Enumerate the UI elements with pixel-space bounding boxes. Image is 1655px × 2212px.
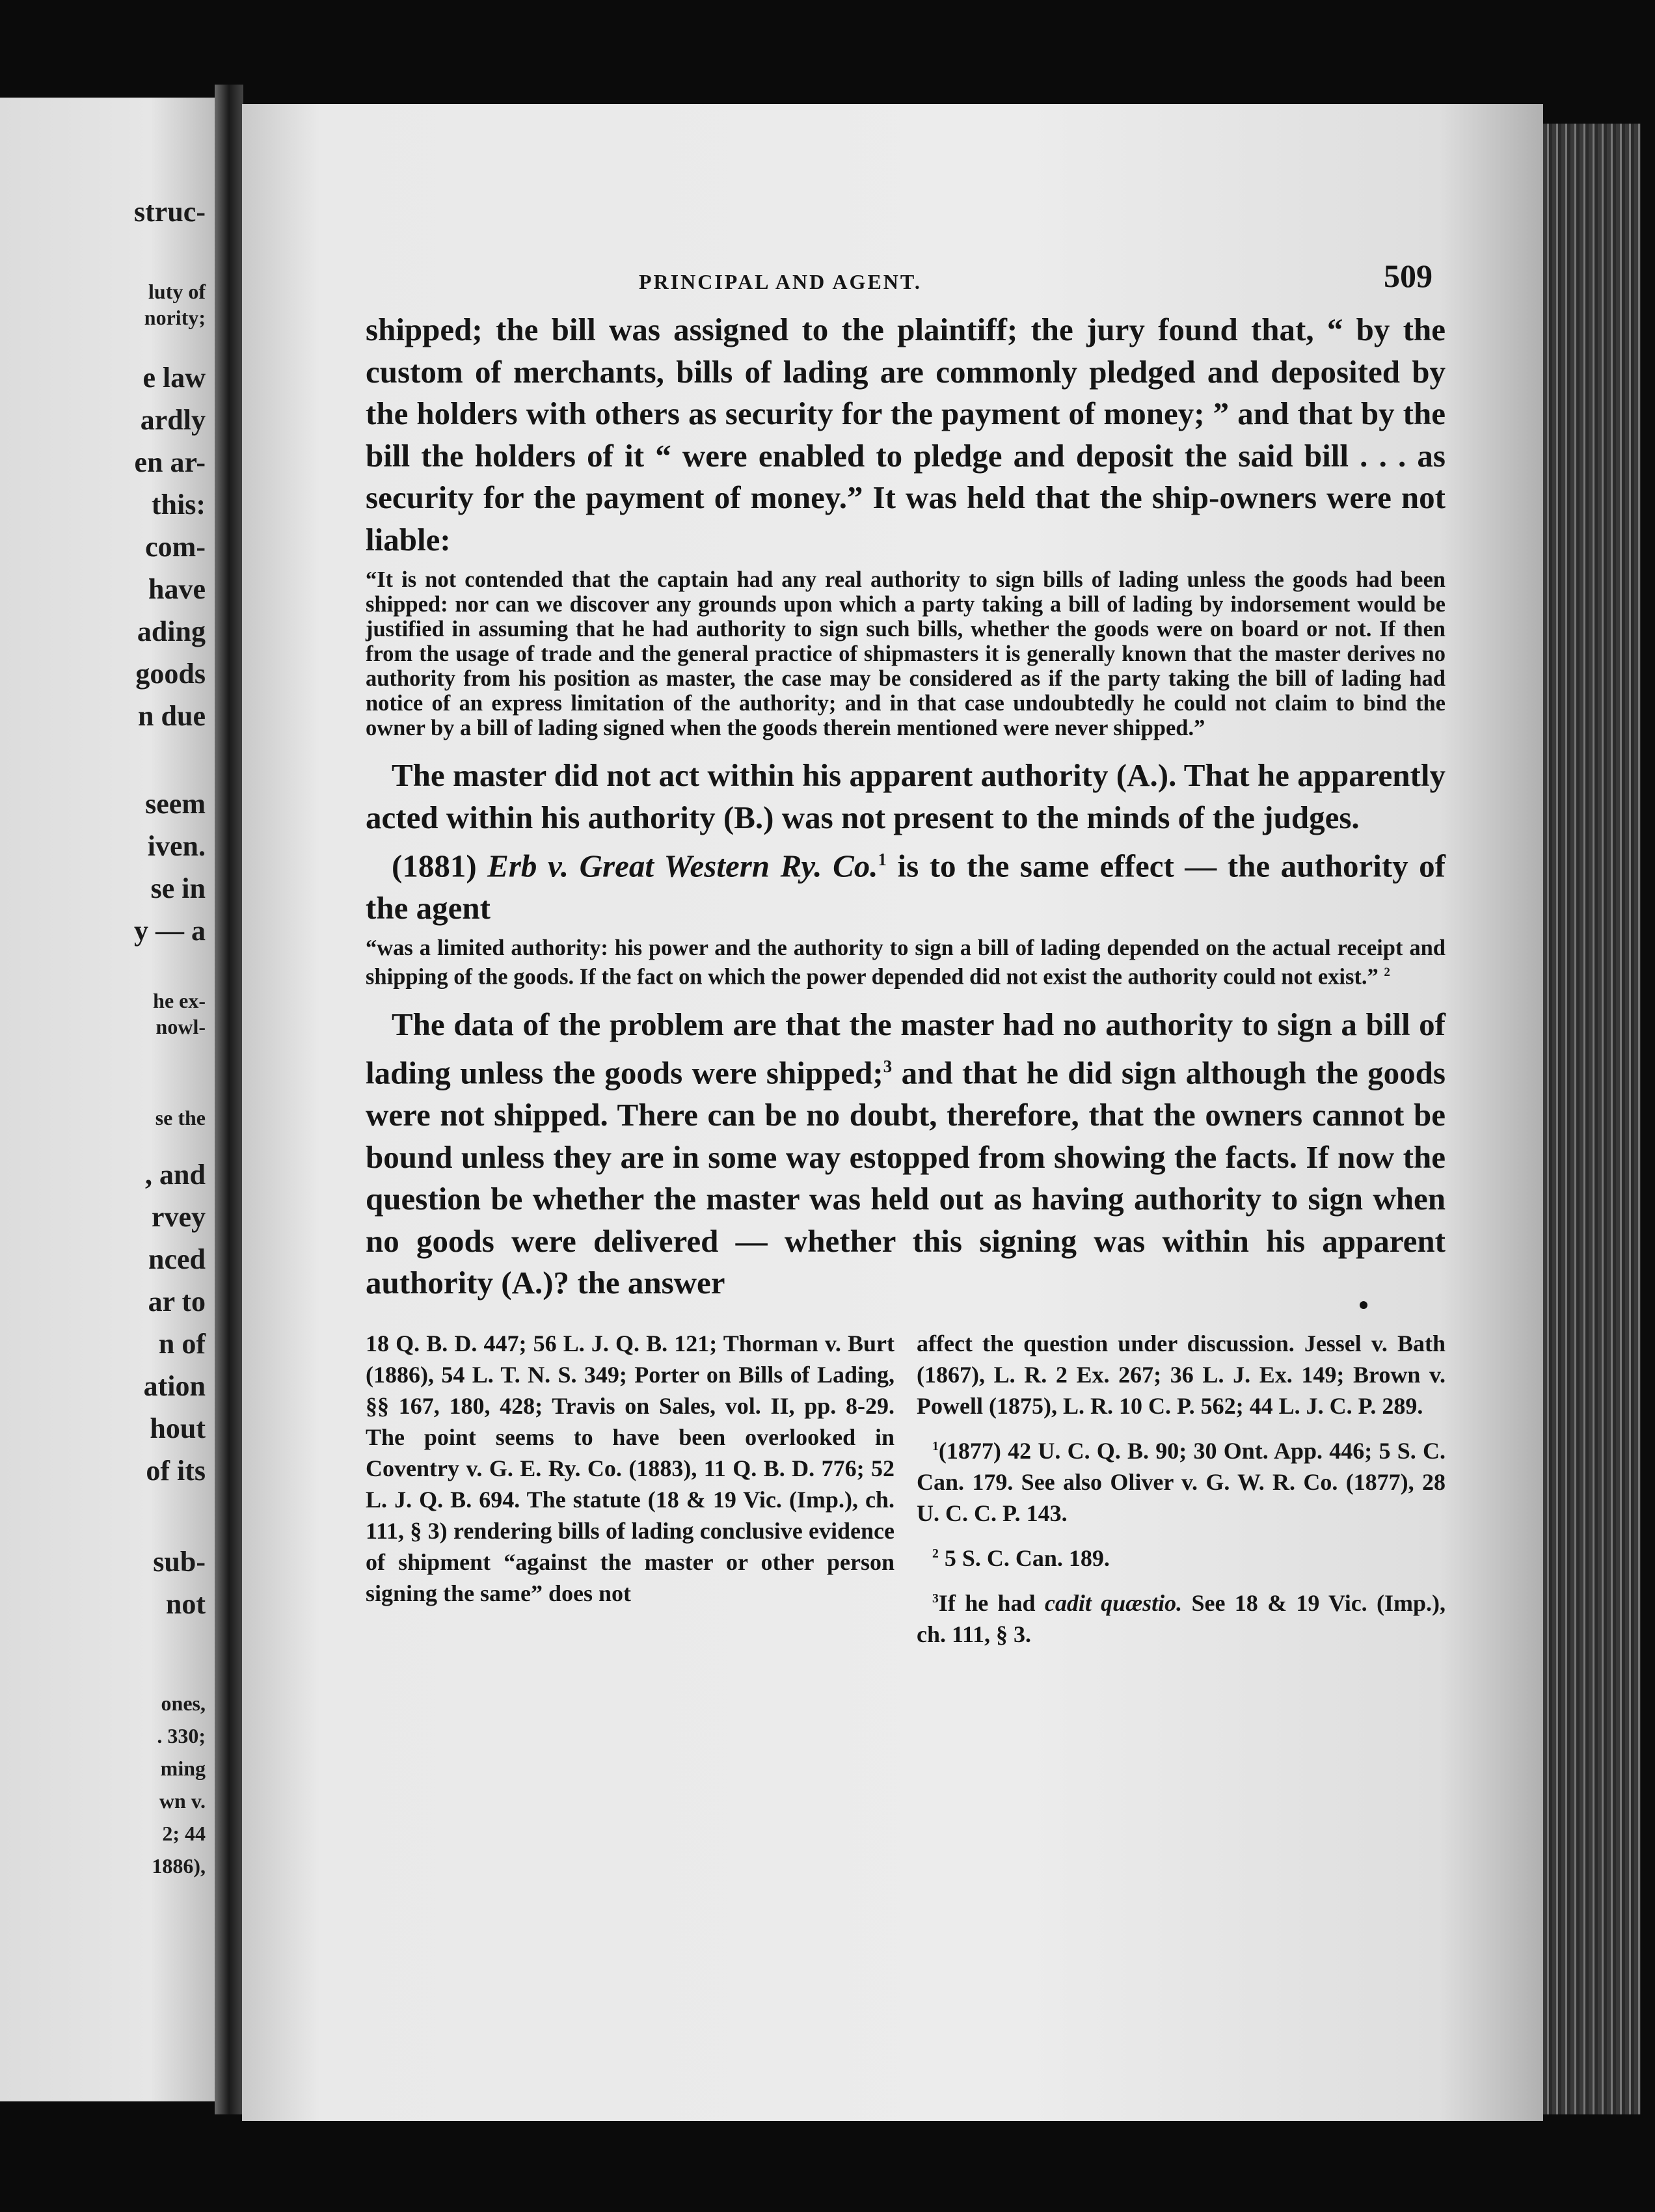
left-page-fragment: nowl- (155, 1015, 206, 1038)
left-page-fragment: ones, (161, 1692, 206, 1715)
left-page-fragment: com- (145, 531, 206, 563)
left-page-fragment: ar to (148, 1286, 206, 1317)
left-page-fragment: rvey (151, 1201, 206, 1233)
left-page-fragment: 1886), (152, 1854, 206, 1878)
footnotes-left-column (366, 1328, 895, 1659)
block-quote-2 (366, 936, 1446, 990)
paragraph-4-b: and that he did sign although the goods were not shipped. There can be no doubt, therefore, that the owners cannot be bound unless they are in some way estopped from showing the facts. If now the question be whether the master was held out as having authority to sign when no goods were delivered — whether this signing was within his apparent authority (A.)? the answer (366, 1055, 1446, 1301)
footnote-ref-3: 3 (883, 1057, 893, 1077)
left-page-fragment: nced (148, 1243, 206, 1275)
left-page-fragment: luty of (148, 280, 206, 303)
footnote-3-text-a: If he had (938, 1589, 1045, 1616)
paragraph-3 (366, 839, 1446, 929)
left-page-fragment: ation (143, 1370, 206, 1402)
left-page-fragment: of its (146, 1455, 206, 1487)
left-page-fragment: e law (142, 362, 206, 394)
left-page-fragment: goods (135, 658, 206, 690)
left-page-fragment: nority; (144, 306, 206, 329)
left-page-fragment: seem (145, 788, 206, 820)
left-page-fragment: struc- (134, 196, 206, 228)
paragraph-2: The master did not act within his apparent authority (A.). That he apparently acted within his authority (B.) was not present to the minds of the judges. (366, 757, 1446, 835)
page-edges (1543, 124, 1641, 2114)
left-page-fragment: n of (158, 1328, 206, 1360)
left-page-fragment: ading (137, 615, 206, 647)
case-name: Erb v. Great Western Ry. Co. (487, 848, 878, 884)
left-page-fragment: iven. (147, 830, 206, 862)
ink-speck (1360, 1301, 1367, 1309)
book-gutter (215, 85, 243, 2114)
page-number: 509 (1384, 258, 1433, 294)
paragraph-3-rest: is to the same effect — the authority of the agent (366, 848, 1446, 926)
left-page-fragment: ming (160, 1757, 206, 1780)
paragraph-1: shipped; the bill was assigned to the plaintiff; the jury found that, “ by the custom of merchants, bills of lading are commonly pledged and deposited by the holders with others as security for the payment of money; ” and that by the bill the holders of it “ were enabled to pledge and deposit the said bill . . . as security for the payment of money.” It was held that the ship-owners were not liable: (366, 312, 1446, 558)
left-page-fragment: he ex- (153, 989, 206, 1012)
left-page-fragment: have (148, 573, 206, 605)
block-quote-1: “It is not contended that the captain had any real authority to sign bills of lading unless the goods had been shipped: nor can we discover any grounds upon which a party taking a bill of lading by indorsement would be justified in assuming that he had authority to sign such bills, whether the goods were on board or not. If then from the usage of trade and the general practice of shipmasters it is generally known that the master derives no authority from his position as master, the case may be considered as if the party taking the bill of lading had notice of an express limitation of the authority; and in that case undoubtedly he could not claim to bind the owner by a bill of lading signed when the goods therein mentioned were never shipped.” (366, 567, 1446, 740)
footnote-continued-right: affect the question under discussion. Jessel v. Bath (1867), L. R. 2 Ex. 267; 36 L. J. Ex. 149; Brown v. Powell (1875), L. R. 10 C. P. 562; 44 L. J. C. P. 289. (917, 1330, 1446, 1419)
left-page-fragment: n due (138, 700, 206, 732)
footnote-3-text-b: See 18 & 19 Vic. (Imp.), ch. 111, § 3. (917, 1589, 1446, 1647)
case-year: (1881) (392, 848, 477, 884)
footnote-1-text: (1877) 42 U. C. Q. B. 90; 30 Ont. App. 446; 5 S. C. Can. 179. See also Oliver v. G. W. R. Co. (1877), 28 U. C. C. P. 143. (917, 1437, 1446, 1526)
running-title: PRINCIPAL AND AGENT. (639, 270, 922, 293)
footnote-3 (917, 1583, 1446, 1650)
block-quote-2-text: “was a limited authority: his power and the authority to sign a bill of lading depended on the actual receipt and shipping of the goods. If the fact on which the power depended did not exist the authority could not exist.” (366, 936, 1446, 990)
footnote-2-mark: 2 (932, 1546, 939, 1561)
footnote-3-mark: 3 (932, 1591, 939, 1606)
left-page-fragment: en ar- (134, 446, 206, 478)
footnote-3-italic: cadit quæstio. (1044, 1589, 1183, 1616)
footnote-1-mark: 1 (932, 1438, 939, 1453)
left-page-fragment: hout (150, 1412, 206, 1444)
running-head (366, 257, 1446, 309)
left-page-fragment: y — a (134, 915, 206, 947)
left-page-fragment: , and (145, 1159, 206, 1191)
footnotes (366, 1328, 1446, 1659)
right-page (242, 104, 1543, 2121)
page-content (366, 257, 1446, 1659)
footnote-ref-2: 2 (1384, 965, 1390, 980)
footnote-ref-1: 1 (878, 850, 887, 869)
paragraph-4-a: The data of the problem are that the master had no authority to sign a bill of lading unless the goods were shipped; (366, 1006, 1446, 1091)
left-page-fragment: ardly (140, 404, 206, 436)
footnote-2-text: 5 S. C. Can. 189. (944, 1544, 1110, 1571)
left-page-fragment: 2; 44 (162, 1822, 206, 1845)
footnote-continued-left: 18 Q. B. D. 447; 56 L. J. Q. B. 121; Thorman v. Burt (1886), 54 L. T. N. S. 349; Porter on Bills of Lading, §§ 167, 180, 428; Travis on Sales, vol. II, pp. 8-29. The point seems to have been overlooked in Coventry v. G. E. Ry. Co. (1883), 11 Q. B. D. 776; 52 L. J. Q. B. 694. The statute (18 & 19 Vic. (Imp.), ch. 111, § 3) rendering bills of lading conclusive evidence of shipment “against the master or other person signing the same” does not (366, 1330, 895, 1606)
footnote-1 (917, 1431, 1446, 1529)
footnotes-right-column (917, 1328, 1446, 1659)
left-page-fragment: . 330; (157, 1724, 206, 1747)
left-page-fragment: sub- (153, 1546, 206, 1578)
footnote-2 (917, 1538, 1446, 1574)
left-page-fragment: se in (150, 872, 206, 904)
left-page-fragment: not (165, 1588, 206, 1620)
left-page-fragment: se the (155, 1106, 206, 1129)
left-page-fragment: wn v. (159, 1789, 206, 1813)
left-facing-page (0, 98, 215, 2101)
left-page-fragment: this: (151, 489, 206, 520)
paragraph-4 (366, 1004, 1446, 1304)
